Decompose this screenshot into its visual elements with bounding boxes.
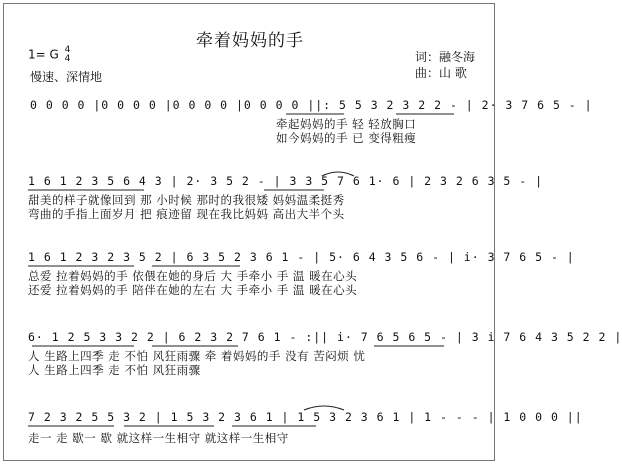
notation-line-4: 6· 1 2 5 3 3 2 2 | 6 2 3 2 7 6 1 - :|| i· 7 6 5 6 5 - | 3 i 7 6 4 3 5 2 2 | <box>28 330 622 344</box>
lyrics-line-2b: 弯曲的手指上面岁月 把 痕迹留 现在我比妈妈 高出大半个头 <box>28 207 345 221</box>
lyrics-line-3a: 总爱 拉着妈妈的手 依偎在她的身后 大 手牵小 手 温 暖在心头 <box>28 269 358 283</box>
notation-line-3: 1 6 1 2 3 2 3 5 2 | 6 3 5 2 3 6 1 - | 5· 6 4 3 5 6 - | i· 3 7 6 5 - | <box>28 250 575 264</box>
lyricist: 词：融冬海 <box>415 50 476 64</box>
music-sheet <box>3 3 622 461</box>
lyrics-line-4a: 人 生路上四季 走 不怕 风狂雨骤 牵 着妈妈的手 没有 苦闷烦 忧 <box>28 349 366 363</box>
composer: 曲：山 歌 <box>415 66 467 80</box>
notation-line-5: 7 2 3 2 5 5 3 2 | 1 5 3 2 3 6 1 | 1 5 3 2 3 6 1 | 1 - - - | 1 0 0 0 || <box>28 410 583 424</box>
lyrics-line-4b: 人 生路上四季 走 不怕 风狂雨骤 <box>28 363 201 377</box>
key-label: 1= G <box>28 47 59 62</box>
song-title: 牵着妈妈的手 <box>196 31 304 51</box>
lyrics-line-1b: 如今妈妈的手 已 变得粗瘦 <box>276 131 417 145</box>
lyrics-line-3b: 还爱 拉着妈妈的手 陪伴在她的左右 大 手牵小 手 温 暖在心头 <box>28 283 358 297</box>
lyrics-line-5a: 走一 走 歇一 歇 就这样一生相守 就这样一生相守 <box>28 431 289 445</box>
notation-marks <box>4 4 494 460</box>
lyrics-line-2a: 甜美的样子就像回到 那 小时候 那时的我很矮 妈妈温柔挺秀 <box>28 193 345 207</box>
notation-line-1: 0 0 0 0 |0 0 0 0 |0 0 0 0 |0 0 0 0 ||: 5 5 3 2 3 2 2 - | 2· 3 7 6 5 - | <box>30 98 593 112</box>
time-bottom: 4 <box>64 54 71 64</box>
time-top: 4 <box>64 45 71 55</box>
tempo-marking: 慢速、深情地 <box>30 70 103 84</box>
notation-line-2: 1 6 1 2 3 5 6 4 3 | 2· 3 5 2 - | 3 3 5 7 6 1· 6 | 2 3 2 6 3 5 - | <box>28 174 544 188</box>
lyrics-line-1a: 牵起妈妈的手 轻 轻放胸口 <box>276 117 417 131</box>
